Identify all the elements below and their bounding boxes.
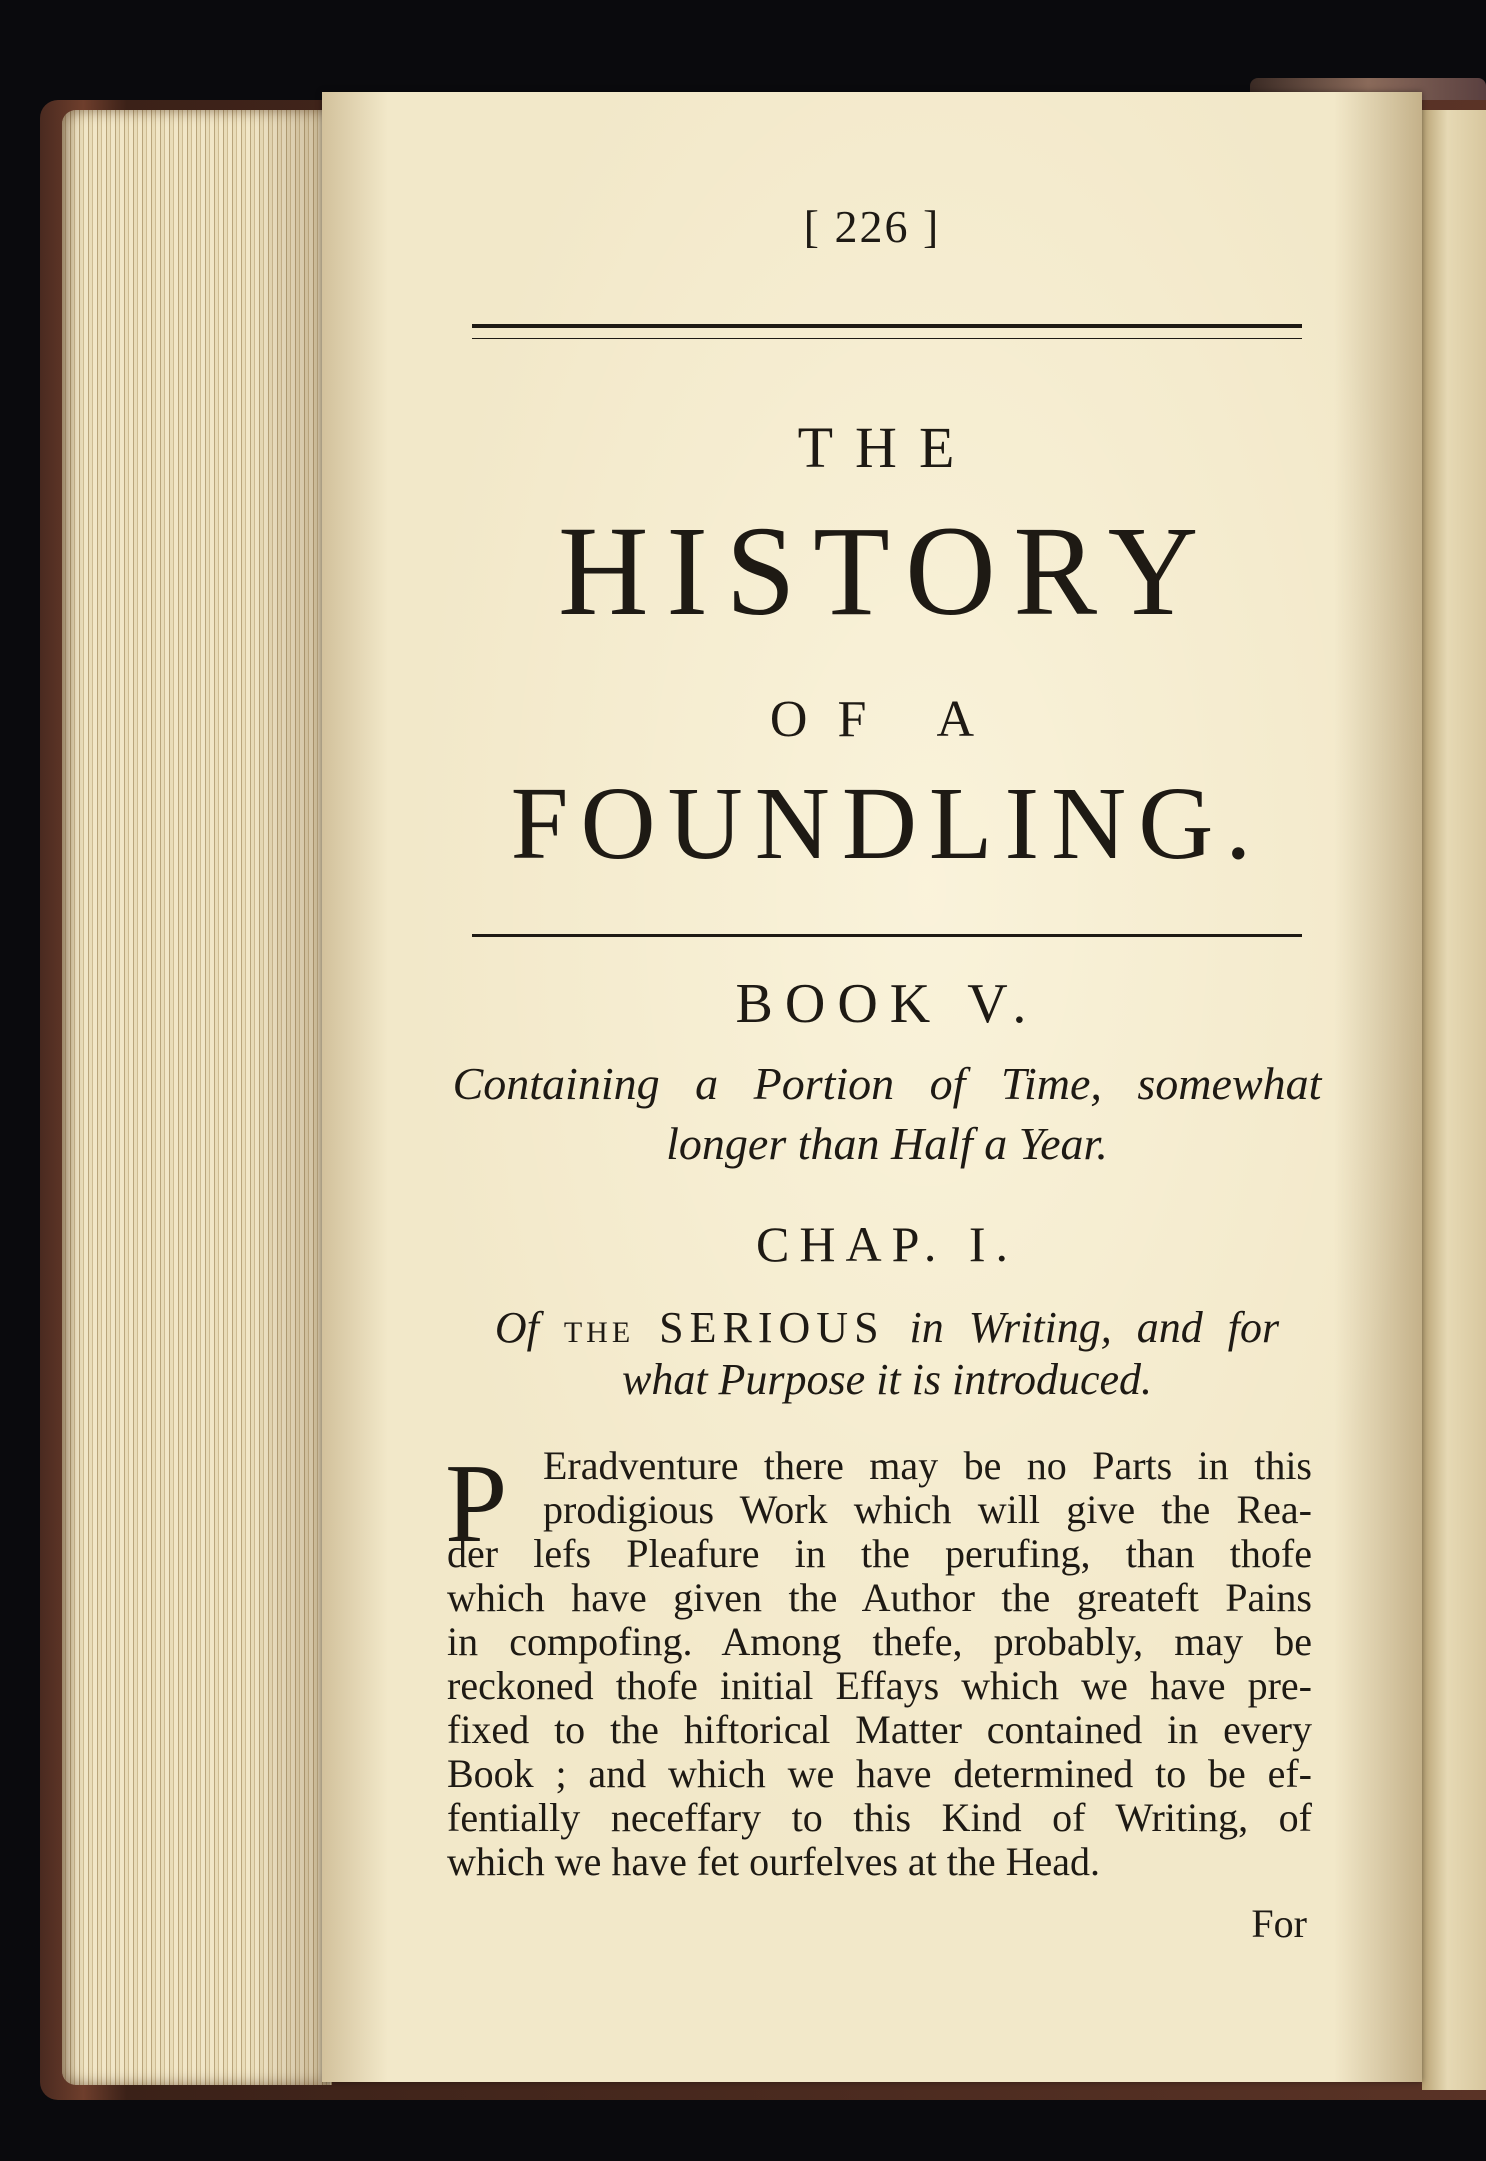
title-of-a: OF A bbox=[769, 691, 1005, 748]
chapter-title-of: Of bbox=[494, 1303, 539, 1352]
body-line: which we have fet ourfelves at the Head. bbox=[447, 1839, 1101, 1884]
book-page bbox=[322, 92, 1422, 2082]
drop-cap: P bbox=[445, 1442, 508, 1566]
chapter-title-line1 bbox=[442, 1302, 1332, 1353]
body-line: reckoned thofe initial Effays which we have pre- bbox=[447, 1663, 1312, 1708]
page-number: [ 226 ] bbox=[803, 201, 941, 252]
body-line: which have given the Author the greateft Pains bbox=[447, 1575, 1312, 1620]
chapter-title-serious: SERIOUS bbox=[659, 1303, 885, 1352]
title-history: HISTORY bbox=[558, 500, 1216, 642]
book-subtitle-line2: longer than Half a Year. bbox=[666, 1118, 1108, 1169]
chapter-title-the: THE bbox=[563, 1316, 635, 1349]
chapter-title-line2: what Purpose it is introduced. bbox=[621, 1355, 1153, 1404]
chapter-heading: CHAP. I. bbox=[756, 1216, 1018, 1272]
book-heading: BOOK V. bbox=[735, 973, 1039, 1035]
body-line: prodigious Work which will give the Rea- bbox=[543, 1487, 1312, 1532]
body-line: Book ; and which we have determined to be ef- bbox=[447, 1751, 1312, 1796]
page-stack-shadow bbox=[250, 110, 330, 2085]
body-line: fixed to the hiftorical Matter contained in every bbox=[447, 1707, 1312, 1752]
body-line: in compofing. Among thefe, probably, may be bbox=[447, 1619, 1312, 1664]
top-double-rule bbox=[472, 324, 1302, 339]
body-line: Eradventure there may be no Parts in this bbox=[543, 1443, 1312, 1488]
body-line: fentially neceffary to this Kind of Writing, of bbox=[447, 1795, 1312, 1840]
facing-page-edge bbox=[1422, 110, 1486, 2090]
chapter-body bbox=[447, 1444, 1312, 1884]
catchword: For bbox=[1251, 1901, 1307, 1946]
title-the: THE bbox=[797, 415, 977, 480]
book-subtitle-line1: Containing a Portion of Time, somewhat bbox=[452, 1058, 1322, 1109]
chapter-title-in-writing: in Writing, and for bbox=[909, 1303, 1280, 1352]
title-foundling: FOUNDLING. bbox=[510, 766, 1264, 881]
title-rule bbox=[472, 934, 1302, 937]
body-line: der lefs Pleafure in the perufing, than thofe bbox=[447, 1531, 1312, 1576]
